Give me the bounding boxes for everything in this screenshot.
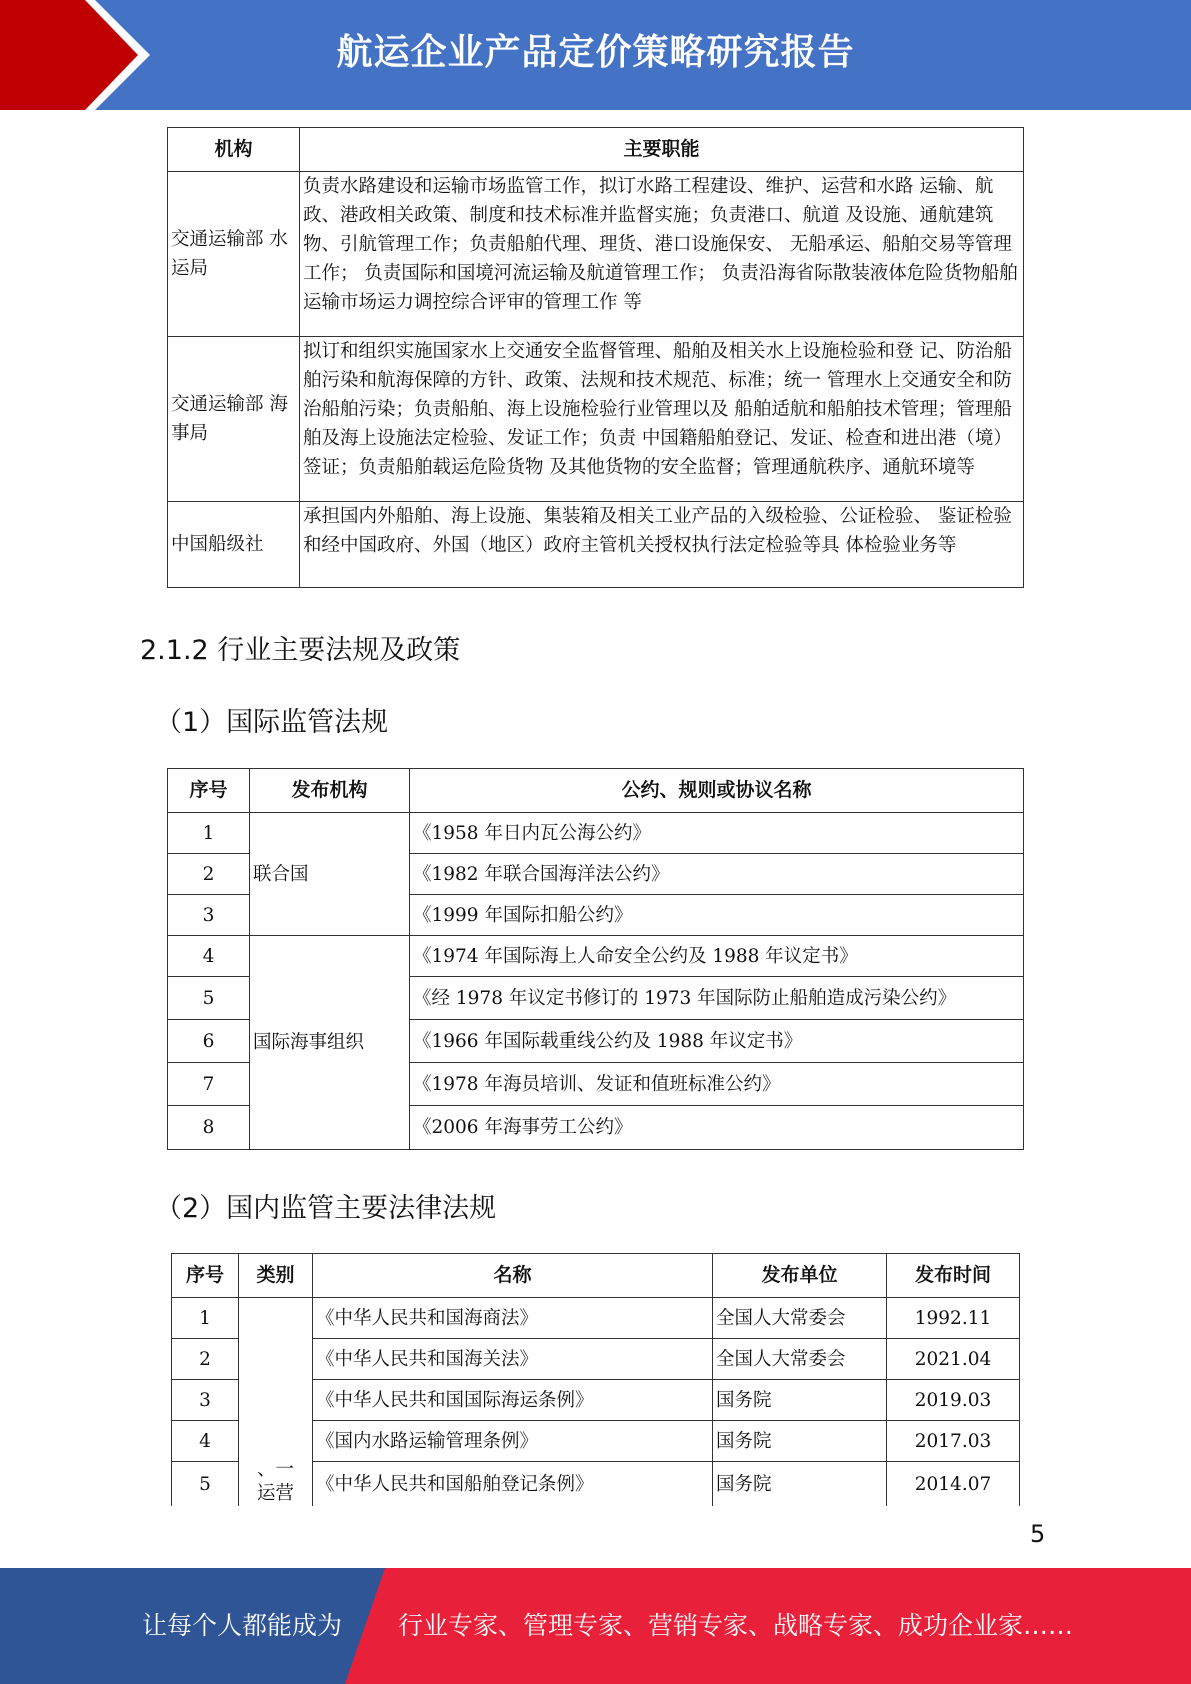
column-header: 公约、规则或协议名称 xyxy=(410,769,1024,813)
convention-name: 《1958 年日内瓦公海公约》 xyxy=(410,813,1024,854)
issuing-unit: 全国人大常委会 xyxy=(713,1298,887,1339)
subsection-heading: （1）国际监管法规 xyxy=(155,707,389,738)
column-header: 发布机构 xyxy=(250,769,410,813)
institution-name: 交通运输部 水运局 xyxy=(168,172,300,337)
row-number: 5 xyxy=(172,1462,239,1507)
institution-duties-table xyxy=(167,127,1024,588)
table-row xyxy=(168,172,1024,337)
row-number: 3 xyxy=(168,895,250,936)
law-name: 《中华人民共和国海商法》 xyxy=(313,1298,713,1339)
issuing-unit: 国务院 xyxy=(713,1462,887,1507)
column-header: 序号 xyxy=(168,769,250,813)
law-name: 《中华人民共和国海关法》 xyxy=(313,1339,713,1380)
issuing-body: 联合国 xyxy=(250,813,410,936)
international-regulations-table xyxy=(167,768,1024,1150)
column-header: 类别 xyxy=(239,1254,313,1298)
institution-name: 交通运输部 海事局 xyxy=(168,337,300,502)
column-header: 机构 xyxy=(168,128,300,172)
law-category: 、一 运营 xyxy=(239,1298,313,1507)
row-number: 5 xyxy=(168,977,250,1020)
institution-duty: 负责水路建设和运输市场监管工作，拟订水路工程建设、维护、运营和水路 运输、航政、港政相关政策、制度和技术标准并监督实施；负责港口、航道 及设施、通航建筑物、引航管理工作；负责船舶代理、理货、港口设施保安、 无船承运、船舶交易等管理工作； 负责国际和国境河流运输及航道管理工作； 负责沿海省际散装液体危险货物船舶运输市场运力调控综合评审的管理工作 等 xyxy=(300,172,1024,337)
footer-slogan-left: 让每个人都能成为 xyxy=(142,1611,343,1640)
convention-name: 《1966 年国际载重线公约及 1988 年议定书》 xyxy=(410,1020,1024,1063)
column-header: 序号 xyxy=(172,1254,239,1298)
issuing-unit: 全国人大常委会 xyxy=(713,1339,887,1380)
page-cut-mask xyxy=(160,1506,1040,1528)
issuing-unit: 国务院 xyxy=(713,1421,887,1462)
convention-name: 《1982 年联合国海洋法公约》 xyxy=(410,854,1024,895)
convention-name: 《1974 年国际海上人命安全公约及 1988 年议定书》 xyxy=(410,936,1024,977)
footer-slogan-right: 行业专家、管理专家、营销专家、战略专家、成功企业家…… xyxy=(398,1611,1074,1640)
row-number: 4 xyxy=(172,1421,239,1462)
row-number: 1 xyxy=(168,813,250,854)
row-number: 6 xyxy=(168,1020,250,1063)
column-header: 名称 xyxy=(313,1254,713,1298)
row-number: 7 xyxy=(168,1063,250,1106)
issue-date: 2021.04 xyxy=(887,1339,1020,1380)
table-row xyxy=(168,813,1024,854)
table-row xyxy=(168,337,1024,502)
issuing-body: 国际海事组织 xyxy=(250,936,410,1150)
issue-date: 1992.11 xyxy=(887,1298,1020,1339)
table-row xyxy=(168,502,1024,588)
table-header-row xyxy=(168,128,1024,172)
row-number: 2 xyxy=(172,1339,239,1380)
table-row xyxy=(168,936,1024,977)
column-header: 发布单位 xyxy=(713,1254,887,1298)
institution-duty: 承担国内外船舶、海上设施、集装箱及相关工业产品的入级检验、公证检验、 鉴证检验和经中国政府、外国（地区）政府主管机关授权执行法定检验等具 体检验业务等 xyxy=(300,502,1024,588)
convention-name: 《1999 年国际扣船公约》 xyxy=(410,895,1024,936)
column-header: 主要职能 xyxy=(300,128,1024,172)
issue-date: 2014.07 xyxy=(887,1462,1020,1507)
institution-name: 中国船级社 xyxy=(168,502,300,588)
table-header-row xyxy=(172,1254,1020,1298)
subsection-heading: （2）国内监管主要法律法规 xyxy=(155,1193,497,1224)
issue-date: 2019.03 xyxy=(887,1380,1020,1421)
page-header xyxy=(0,0,1191,110)
convention-name: 《2006 年海事劳工公约》 xyxy=(410,1106,1024,1150)
row-number: 4 xyxy=(168,936,250,977)
table-row xyxy=(172,1298,1020,1339)
law-name: 《国内水路运输管理条例》 xyxy=(313,1421,713,1462)
page-number: 5 xyxy=(1030,1520,1046,1548)
institution-duty: 拟订和组织实施国家水上交通安全监督管理、船舶及相关水上设施检验和登 记、防治船舶污染和航海保障的方针、政策、法规和技术规范、标准；统一 管理水上交通安全和防治船舶污染；负责船舶、海上设施检验行业管理以及 船舶适航和船舶技术管理；管理船舶及海上设施法定检验、发证工作；负责 中国籍船舶登记、发证、检查和进出港（境）签证；负责船舶载运危险货物 及其他货物的安全监督；管理通航秩序、通航环境等 xyxy=(300,337,1024,502)
table-header-row xyxy=(168,769,1024,813)
column-header: 发布时间 xyxy=(887,1254,1020,1298)
section-heading: 2.1.2 行业主要法规及政策 xyxy=(140,635,461,666)
convention-name: 《1978 年海员培训、发证和值班标准公约》 xyxy=(410,1063,1024,1106)
document-title: 航运企业产品定价策略研究报告 xyxy=(336,32,855,73)
row-number: 2 xyxy=(168,854,250,895)
page-footer xyxy=(0,1568,1191,1684)
law-name: 《中华人民共和国国际海运条例》 xyxy=(313,1380,713,1421)
law-name: 《中华人民共和国船舶登记条例》 xyxy=(313,1462,713,1507)
domestic-regulations-table xyxy=(171,1253,1020,1507)
issue-date: 2017.03 xyxy=(887,1421,1020,1462)
row-number: 1 xyxy=(172,1298,239,1339)
issuing-unit: 国务院 xyxy=(713,1380,887,1421)
row-number: 8 xyxy=(168,1106,250,1150)
convention-name: 《经 1978 年议定书修订的 1973 年国际防止船舶造成污染公约》 xyxy=(410,977,1024,1020)
row-number: 3 xyxy=(172,1380,239,1421)
